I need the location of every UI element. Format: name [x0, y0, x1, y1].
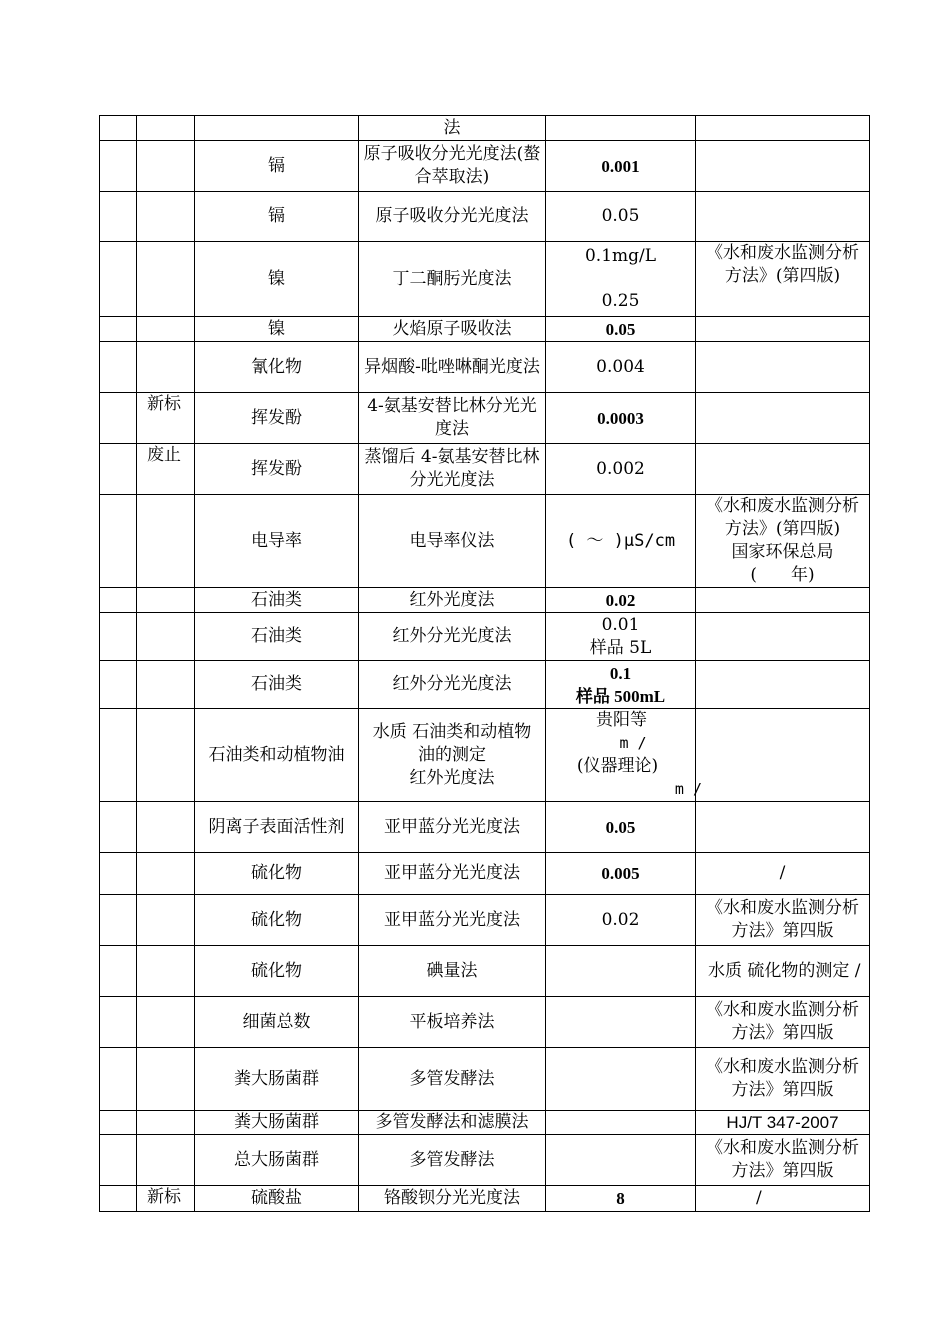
limit-cell [546, 613, 696, 661]
method-cell: 4-氨基安替比林分光光度法 [359, 393, 546, 444]
limit-line: 0.1 [609, 663, 632, 683]
standard-cell [696, 116, 870, 141]
standard-cell [696, 342, 870, 393]
index-cell [100, 393, 137, 444]
item-cell: 阴离子表面活性剂 [195, 802, 359, 853]
note-cell: 新标 [137, 393, 195, 444]
standard-cell [696, 588, 870, 613]
method-cell: 法 [359, 116, 546, 141]
note-cell [137, 661, 195, 709]
item-cell: 镍 [195, 242, 359, 317]
limit-line: 0.25 [601, 291, 640, 311]
item-cell: 石油类和动植物油 [195, 709, 359, 802]
table-row [100, 444, 870, 495]
standard-cell: 《水和废水监测分析方法》第四版 [696, 895, 870, 946]
item-cell [195, 116, 359, 141]
limit-cell: 0.02 [546, 895, 696, 946]
note-cell [137, 709, 195, 802]
method-line: 油的测定 [418, 744, 486, 765]
standard-cell [696, 613, 870, 661]
method-cell: 多管发酵法 [359, 1048, 546, 1111]
table-row [100, 116, 870, 141]
table-row [100, 317, 870, 342]
index-cell [100, 444, 137, 495]
note-cell [137, 317, 195, 342]
method-cell [359, 709, 546, 802]
table-row [100, 342, 870, 393]
method-line: 水质 石油类和动植物 [372, 721, 532, 742]
method-cell: 亚甲蓝分光光度法 [359, 802, 546, 853]
table-row [100, 709, 870, 802]
note-cell [137, 192, 195, 242]
standard-cell: 《水和废水监测分析方法》(第四版) [696, 242, 870, 317]
index-cell [100, 192, 137, 242]
note-cell [137, 495, 195, 588]
method-cell: 多管发酵法和滤膜法 [359, 1111, 546, 1135]
note-cell [137, 342, 195, 393]
limit-cell: 0.0003 [546, 393, 696, 444]
method-cell: 丁二酮肟光度法 [359, 242, 546, 317]
table-row [100, 853, 870, 895]
table-row [100, 946, 870, 997]
standard-cell: 水质 硫化物的测定 / [696, 946, 870, 997]
index-cell [100, 317, 137, 342]
index-cell [100, 116, 137, 141]
index-cell [100, 946, 137, 997]
limit-line: m / [619, 734, 647, 752]
item-cell: 粪大肠菌群 [195, 1048, 359, 1111]
limit-cell [546, 116, 696, 141]
limit-line: 样品 500mL [575, 686, 666, 706]
note-cell [137, 1135, 195, 1186]
limit-cell [546, 1048, 696, 1111]
index-cell [100, 141, 137, 192]
index-cell [100, 588, 137, 613]
standard-cell [696, 317, 870, 342]
table-row [100, 495, 870, 588]
methods-table [99, 115, 870, 1212]
limit-cell [546, 997, 696, 1048]
limit-cell [546, 709, 702, 802]
method-cell: 多管发酵法 [359, 1135, 546, 1186]
method-cell: 碘量法 [359, 946, 546, 997]
limit-cell: 0.05 [546, 317, 696, 342]
index-cell [100, 1048, 137, 1111]
item-cell: 镉 [195, 141, 359, 192]
standard-cell [696, 444, 870, 495]
index-cell [100, 997, 137, 1048]
standard-cell [696, 393, 870, 444]
note-cell [137, 116, 195, 141]
table-row [100, 393, 870, 444]
limit-cell: 0.05 [546, 192, 696, 242]
note-cell [137, 895, 195, 946]
limit-cell: 0.02 [546, 588, 696, 613]
item-cell: 粪大肠菌群 [195, 1111, 359, 1135]
limit-cell [546, 661, 696, 709]
limit-line: 样品 5L [589, 637, 652, 658]
limit-cell: 0.005 [546, 853, 696, 895]
method-cell: 平板培养法 [359, 997, 546, 1048]
index-cell [100, 1186, 137, 1212]
table-row [100, 242, 870, 317]
item-cell: 细菌总数 [195, 997, 359, 1048]
item-cell: 石油类 [195, 613, 359, 661]
limit-cell: 0.05 [546, 802, 696, 853]
index-cell [100, 495, 137, 588]
method-cell: 原子吸收分光光度法 [359, 192, 546, 242]
table-row [100, 802, 870, 853]
limit-line: m / [674, 780, 702, 798]
standard-cell [696, 495, 870, 588]
note-cell [137, 946, 195, 997]
limit-cell: 0.002 [546, 444, 696, 495]
note-cell [137, 588, 195, 613]
index-cell [100, 709, 137, 802]
standard-line: 《水和废水监测分析方法》(第四版) [706, 496, 859, 539]
table-row [100, 613, 870, 661]
method-line: 红外光度法 [409, 767, 495, 788]
item-cell: 电导率 [195, 495, 359, 588]
index-cell [100, 853, 137, 895]
method-cell: 亚甲蓝分光光度法 [359, 853, 546, 895]
method-cell: 红外分光光度法 [359, 661, 546, 709]
note-cell [137, 141, 195, 192]
table-row [100, 1111, 870, 1135]
note-cell [137, 242, 195, 317]
note-cell [137, 802, 195, 853]
note-cell [137, 997, 195, 1048]
table-row [100, 997, 870, 1048]
item-cell: 总大肠菌群 [195, 1135, 359, 1186]
limit-cell [546, 242, 696, 317]
item-cell: 氰化物 [195, 342, 359, 393]
index-cell [100, 342, 137, 393]
standard-cell: HJ/T 347-2007 [696, 1111, 870, 1135]
limit-cell: ( ～ )μS/cm [546, 495, 696, 588]
method-cell: 电导率仪法 [359, 495, 546, 588]
index-cell [100, 613, 137, 661]
table-row [100, 1135, 870, 1186]
limit-cell [546, 1135, 696, 1186]
standard-cell: / [696, 853, 870, 895]
standard-line: 国家环保总局 [731, 542, 834, 562]
item-cell: 挥发酚 [195, 393, 359, 444]
index-cell [100, 242, 137, 317]
standard-cell: 《水和废水监测分析方法》第四版 [696, 1135, 870, 1186]
standard-cell [696, 141, 870, 192]
method-cell: 异烟酸-吡唑啉酮光度法 [359, 342, 546, 393]
limit-cell: 8 [546, 1186, 696, 1212]
item-cell: 硫化物 [195, 895, 359, 946]
table-row [100, 192, 870, 242]
method-cell: 火焰原子吸收法 [359, 317, 546, 342]
limit-line: (仪器理论) [576, 756, 659, 776]
table-row [100, 895, 870, 946]
limit-cell: 0.001 [546, 141, 696, 192]
standard-line: ( 年) [750, 565, 815, 585]
limit-line: 贵阳等 [596, 710, 647, 730]
item-cell: 硫酸盐 [195, 1186, 359, 1212]
standard-cell [696, 802, 870, 853]
method-cell: 红外分光光度法 [359, 613, 546, 661]
table-row [100, 588, 870, 613]
method-cell: 蒸馏后 4-氨基安替比林分光光度法 [359, 444, 546, 495]
item-cell: 硫化物 [195, 946, 359, 997]
limit-cell [546, 946, 696, 997]
index-cell [100, 895, 137, 946]
method-cell: 原子吸收分光光度法(螯合萃取法) [359, 141, 546, 192]
standard-cell: 《水和废水监测分析方法》第四版 [696, 1048, 870, 1111]
item-cell: 挥发酚 [195, 444, 359, 495]
table-row [100, 1186, 870, 1212]
item-cell: 硫化物 [195, 853, 359, 895]
note-cell [137, 613, 195, 661]
index-cell [100, 1111, 137, 1135]
index-cell [100, 661, 137, 709]
note-cell: 新标 [137, 1186, 195, 1212]
limit-cell: 0.004 [546, 342, 696, 393]
note-cell [137, 1048, 195, 1111]
item-cell: 石油类 [195, 661, 359, 709]
method-cell: 红外光度法 [359, 588, 546, 613]
standard-cell: 《水和废水监测分析方法》第四版 [696, 997, 870, 1048]
note-cell [137, 1111, 195, 1135]
standard-cell [696, 709, 870, 802]
standard-cell: / [696, 1186, 870, 1212]
table-row [100, 1048, 870, 1111]
index-cell [100, 802, 137, 853]
item-cell: 镉 [195, 192, 359, 242]
note-cell [137, 853, 195, 895]
limit-line: 0.01 [601, 614, 640, 635]
method-cell: 亚甲蓝分光光度法 [359, 895, 546, 946]
note-cell: 废止 [137, 444, 195, 495]
limit-line: 0.1mg/L [584, 246, 657, 266]
table-row [100, 141, 870, 192]
standard-cell [696, 661, 870, 709]
method-cell: 铬酸钡分光光度法 [359, 1186, 546, 1212]
item-cell: 镍 [195, 317, 359, 342]
item-cell: 石油类 [195, 588, 359, 613]
limit-cell [546, 1111, 696, 1135]
table-row [100, 661, 870, 709]
standard-cell [696, 192, 870, 242]
index-cell [100, 1135, 137, 1186]
